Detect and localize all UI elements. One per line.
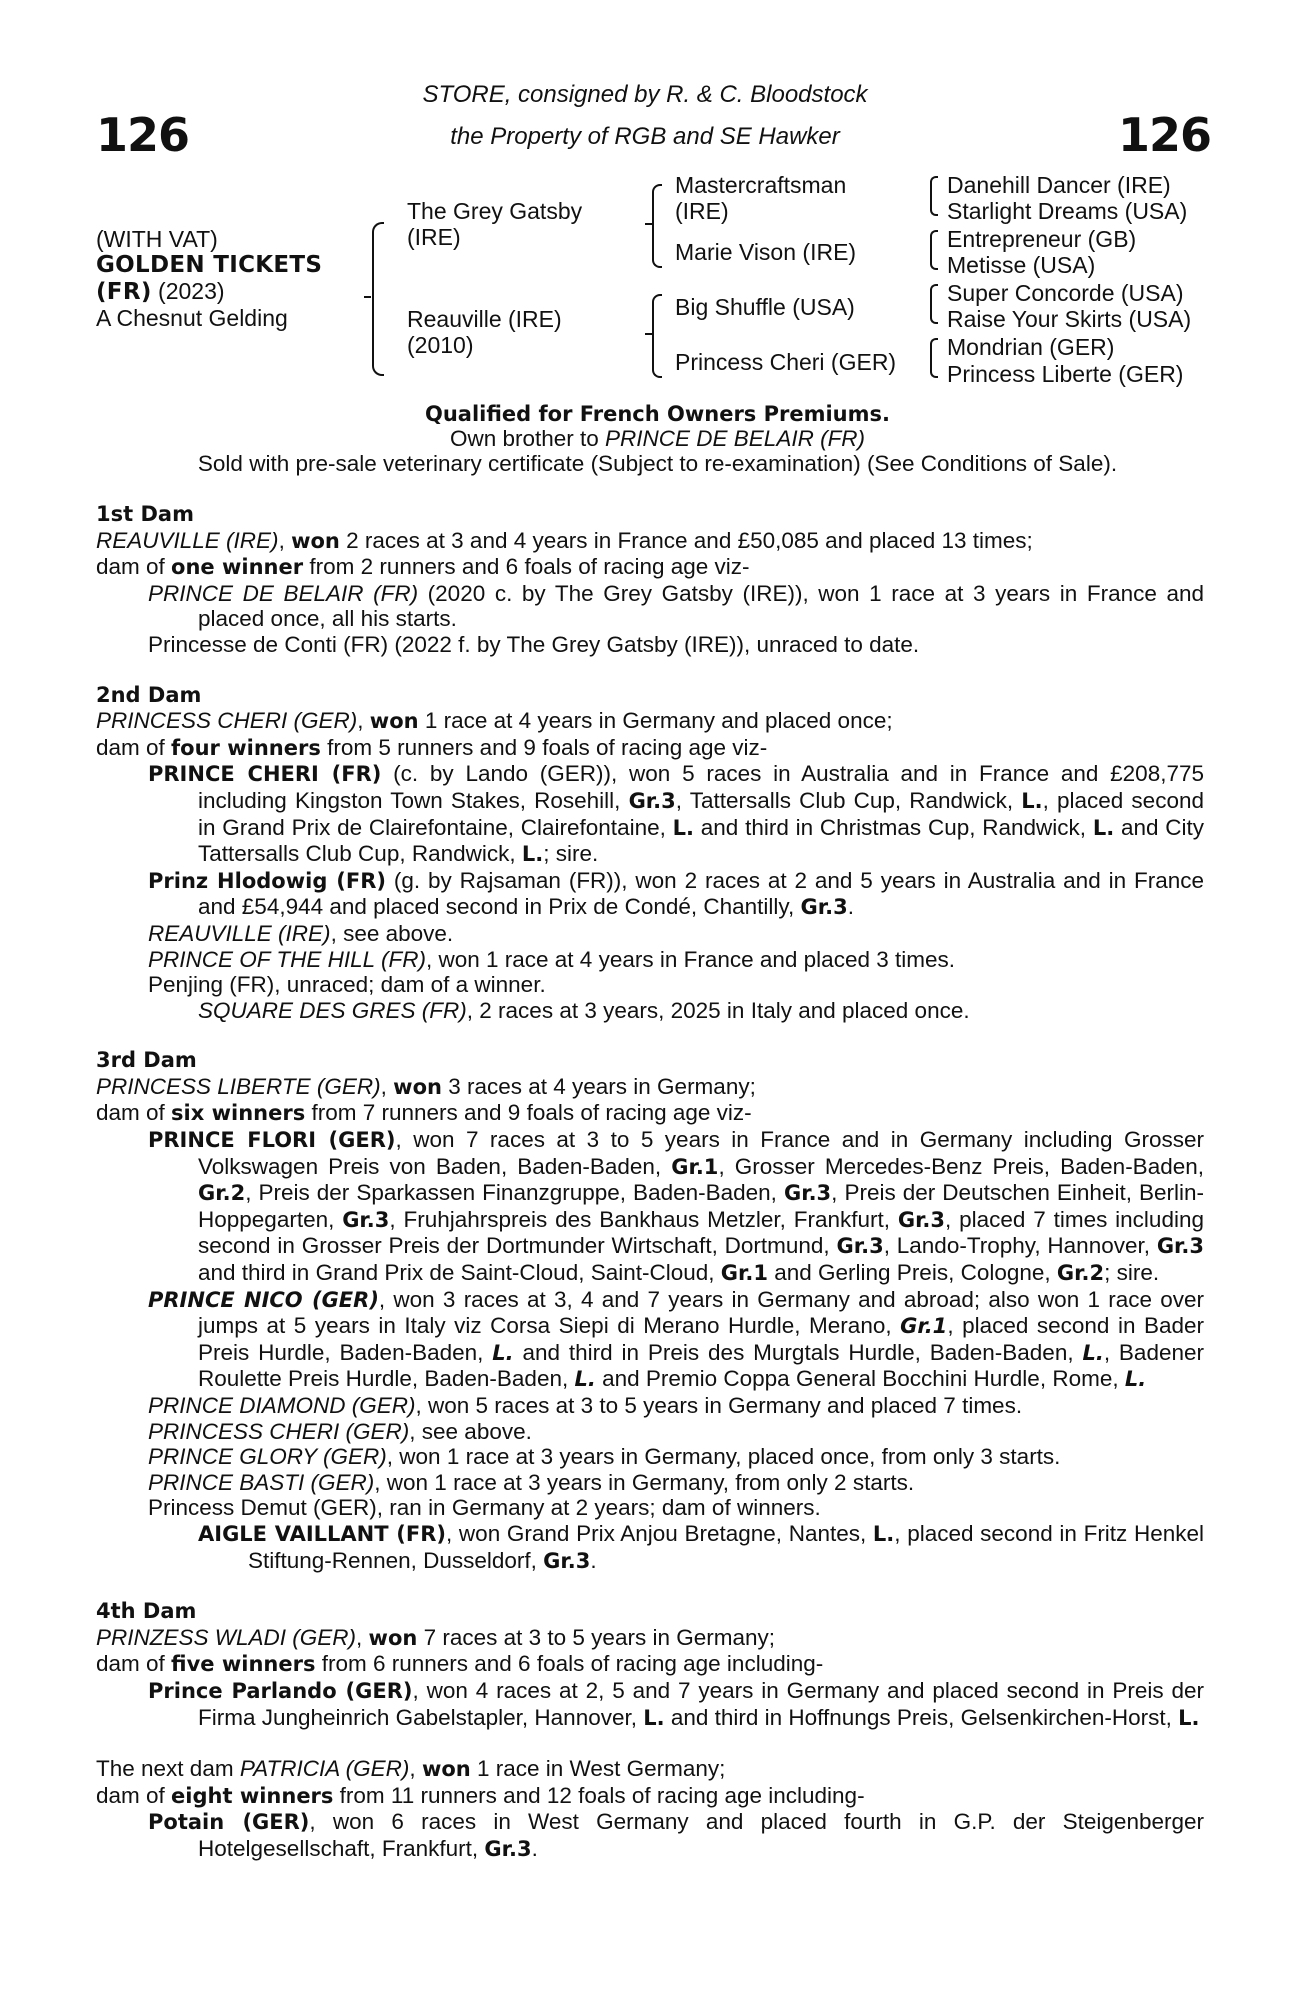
horse-name: GOLDEN TICKETS	[96, 252, 323, 278]
text: , won 7 races at 3 to 5 years in France and in Germany including Grosser Volkswagen Preis von Baden, Baden-Baden,	[198, 1127, 1204, 1179]
consignor-line: STORE, consigned by R. & C. Bloodstock	[422, 81, 868, 108]
text: .	[590, 1547, 597, 1573]
grade: L.	[521, 842, 544, 867]
produce-name: Princesse de Conti (FR)	[148, 631, 389, 657]
text: , placed 7 times including second in Grosser Preis der Dortmunder Wirtschaft, Dortmund,	[198, 1206, 1204, 1259]
text: , Grosser Mercedes-Benz Preis, Baden-Baden,	[718, 1153, 1204, 1179]
text: and third in Christmas Cup, Randwick,	[694, 814, 1093, 840]
grade: Gr.3	[836, 1234, 884, 1259]
produce-name: PRINCE NICO (GER)	[148, 1287, 379, 1312]
produce-entry	[96, 1521, 1204, 1574]
produce-entry	[96, 632, 1204, 658]
produce-name: SQUARE DES GRES (FR)	[198, 997, 467, 1023]
next-dam-produce-summary	[96, 1783, 1204, 1810]
text: .	[847, 894, 854, 920]
dam2-record: PRINCESS CHERI (GER), won 1 race at 4 years in Germany and placed once;	[96, 708, 893, 734]
dam4-record-text: 7 races at 3 to 5 years in Germany;	[417, 1624, 775, 1650]
grade: Gr.2	[1056, 1261, 1105, 1286]
pedigree-dam-sire: Big Shuffle (USA)	[675, 294, 855, 320]
grade: Gr.3	[1156, 1234, 1205, 1259]
dam-year: (2010)	[407, 332, 474, 358]
produce-entry: Princess Demut (GER), ran in Germany at 2 years; dam of winners.	[148, 1495, 821, 1521]
produce-name: AIGLE VAILLANT (FR)	[198, 1521, 447, 1546]
pedigree-g3-6: Raise Your Skirts (USA)	[947, 306, 1192, 332]
produce-entry	[96, 1393, 1204, 1419]
winners-count: four winners	[171, 735, 321, 760]
brother-prefix: Own brother to	[449, 426, 606, 451]
grade: Gr.1	[720, 1261, 768, 1286]
text: , won 3 races at 3, 4 and 7 years in Germany and abroad; also won 1 race over jumps at 5 years in Italy viz Corsa Siepi di Merano Hurdle, Merano,	[198, 1286, 1204, 1339]
pedigree-brace-g3-2	[930, 230, 938, 270]
pedigree-brace-g3-3	[930, 284, 938, 324]
dam2-record-text: 1 race at 4 years in Germany and placed once;	[418, 708, 893, 734]
pedigree-dam-dam: Princess Cheri (GER)	[675, 349, 897, 375]
dam3-heading: 3rd Dam	[96, 1048, 197, 1073]
text: , Badener Roulette Preis Hurdle, Baden-Baden,	[198, 1339, 1204, 1392]
text: and third in Hoffnungs Preis, Gelsenkirchen-Horst,	[664, 1704, 1179, 1730]
grade: L.	[1124, 1367, 1147, 1392]
text: and Gerling Preis, Cologne,	[767, 1260, 1057, 1286]
won-label: won	[421, 1757, 471, 1782]
dam1-heading: 1st Dam	[96, 502, 194, 526]
dam-of-suffix: from 2 runners and 6 foals of racing age viz-	[303, 554, 750, 580]
text: , Tattersalls Club Cup, Randwick,	[675, 787, 1022, 813]
brace-tip	[645, 223, 652, 225]
dam2-name: PRINCESS CHERI (GER)	[96, 708, 358, 734]
text: , won 1 race at 3 years in Germany, from only 2 starts.	[374, 1469, 915, 1495]
produce-text: (2020 c. by The Grey Gatsby (IRE)), won 1 race at 3 years in France and placed once, all his starts.	[198, 580, 1204, 632]
produce-entry	[96, 947, 1204, 973]
produce-entry	[96, 921, 1204, 947]
produce-entry	[96, 1419, 1204, 1445]
won-label: won	[393, 1074, 442, 1099]
horse-description: A Chesnut Gelding	[96, 305, 288, 331]
produce-entry: Penjing (FR), unraced; dam of a winner.	[148, 972, 546, 998]
pedigree-g3-8: Princess Liberte (GER)	[947, 361, 1184, 387]
horse-info	[96, 226, 322, 331]
dam1-name: REAUVILLE (IRE)	[96, 527, 279, 553]
grade: L.	[492, 1340, 514, 1365]
dam-of-prefix: dam of	[96, 1782, 172, 1808]
produce-entry	[96, 998, 1204, 1024]
brother-name: PRINCE DE BELAIR (FR)	[605, 426, 866, 451]
dam3-produce-summary	[96, 1100, 1204, 1127]
next-dam-name: PATRICIA (GER)	[239, 1756, 410, 1782]
text: , Lando-Trophy, Hannover,	[883, 1233, 1157, 1259]
dam-of-suffix: from 6 runners and 6 foals of racing age including-	[315, 1651, 824, 1677]
produce-text: (2022 f. by The Grey Gatsby (IRE)), unraced to date.	[388, 631, 920, 657]
pedigree-brace-dam	[652, 294, 662, 378]
grade: Gr.3	[897, 1207, 946, 1232]
next-dam-record	[96, 1756, 1204, 1783]
property-line: the Property of RGB and SE Hawker	[450, 123, 840, 150]
text: , placed second in Bader Preis Hurdle, Baden-Baden,	[198, 1313, 1204, 1365]
produce-entry	[96, 761, 1204, 867]
brace-tip	[364, 296, 371, 298]
sire-sire-country: (IRE)	[675, 198, 729, 224]
won-label: won	[368, 1625, 418, 1650]
dam3-record-text: 3 races at 4 years in Germany;	[441, 1073, 756, 1099]
text: , won 1 race at 4 years in France and placed 3 times.	[425, 946, 955, 972]
horse-year: (2023)	[151, 278, 225, 304]
brother-note	[0, 426, 1315, 452]
dam-of-suffix: from 5 runners and 9 foals of racing age viz-	[320, 734, 768, 760]
grade: Gr.3	[484, 1836, 532, 1861]
next-dam-prefix: The next dam	[96, 1756, 240, 1782]
text: , Fruhjahrspreis des Bankhaus Metzler, Frankfurt,	[389, 1206, 898, 1232]
produce-name: PRINCESS CHERI (GER)	[148, 1418, 410, 1444]
dam3-record: PRINCESS LIBERTE (GER), won 3 races at 4 years in Germany;	[96, 1073, 756, 1099]
premiums-note: Qualified for French Owners Premiums.	[424, 402, 890, 426]
grade: Gr.1	[671, 1154, 719, 1179]
sire-country: (IRE)	[407, 224, 461, 250]
grade: Gr.2	[198, 1181, 246, 1206]
pedigree-sire	[407, 198, 582, 250]
produce-entry	[96, 1127, 1204, 1287]
text: , Preis der Sparkassen Finanzgruppe, Baden-Baden,	[245, 1180, 784, 1206]
dam3-name: PRINCESS LIBERTE (GER)	[96, 1073, 381, 1099]
grade: L.	[1082, 1340, 1104, 1365]
pedigree-sire-dam: Marie Vison (IRE)	[675, 239, 857, 265]
lot-number-right: 126	[1118, 108, 1212, 162]
produce-name: PRINCE BASTI (GER)	[148, 1469, 375, 1495]
produce-name: PRINCE CHERI (FR)	[148, 762, 382, 787]
pedigree-g3-1: Danehill Dancer (IRE)	[947, 172, 1171, 198]
horse-country: (FR)	[96, 279, 152, 305]
produce-entry	[96, 1470, 1204, 1496]
text: and Premio Coppa General Bocchini Hurdle, Rome,	[595, 1366, 1125, 1392]
catalogue-body	[96, 502, 1204, 1863]
produce-entry	[96, 1287, 1204, 1393]
text: (g. by Rajsaman (FR)), won 2 races at 2 and 5 years in Australia and in France and £54,944 and placed second in Prix de Condé, Chantilly,	[198, 867, 1204, 920]
next-dam-record-text: 1 race in West Germany;	[470, 1756, 726, 1782]
sire-sire-name: Mastercraftsman	[675, 172, 847, 198]
pedigree-g3-7: Mondrian (GER)	[947, 334, 1115, 360]
dam-of-suffix: from 11 runners and 12 foals of racing age including-	[333, 1782, 865, 1808]
produce-name: REAUVILLE (IRE)	[148, 920, 331, 946]
pedigree-brace-g3-4	[930, 338, 938, 378]
horse-name-line2	[96, 278, 322, 305]
text: and third in Preis des Murgtals Hurdle, Baden-Baden,	[513, 1339, 1083, 1365]
dam1-record: REAUVILLE (IRE), won 2 races at 3 and 4 years in France and £50,085 and placed 13 times;	[96, 527, 1033, 553]
brace-tip	[645, 333, 652, 335]
pedigree-brace-main	[372, 222, 384, 376]
text: ; sire.	[1104, 1260, 1160, 1286]
dam1-record-text: 2 races at 3 and 4 years in France and £50,085 and placed 13 times;	[339, 527, 1033, 553]
produce-entry	[96, 1444, 1204, 1470]
text: , 2 races at 3 years, 2025 in Italy and placed once.	[466, 997, 970, 1023]
text: ; sire.	[543, 841, 599, 867]
pedigree-g3-2: Starlight Dreams (USA)	[947, 198, 1188, 224]
pedigree-g3-5: Super Concorde (USA)	[947, 280, 1184, 306]
lot-number-left: 126	[96, 108, 190, 162]
text: , won Grand Prix Anjou Bretagne, Nantes,	[446, 1520, 873, 1546]
grade: Gr.3	[342, 1207, 390, 1232]
dam4-record: PRINZESS WLADI (GER), won 7 races at 3 to 5 years in Germany;	[96, 1624, 775, 1650]
dam2-produce-summary	[96, 735, 1204, 762]
produce-name: Prinz Hlodowig (FR)	[148, 868, 386, 893]
text: (c. by Lando (GER)), won 5 races in Australia and in France and £208,775 including Kingston Town Stakes, Rosehill,	[198, 761, 1204, 813]
text: and City Tattersalls Club Cup, Randwick,	[198, 814, 1205, 867]
dam4-produce-summary	[96, 1651, 1204, 1678]
text: .	[531, 1835, 538, 1861]
pedigree-g3-3: Entrepreneur (GB)	[947, 226, 1137, 252]
produce-name: PRINCE FLORI (GER)	[148, 1128, 396, 1153]
produce-name: PRINCE GLORY (GER)	[148, 1444, 387, 1470]
dam-of-suffix: from 7 runners and 9 foals of racing age viz-	[305, 1100, 752, 1126]
grade: Gr.1	[900, 1314, 948, 1339]
pedigree-brace-g3-1	[930, 176, 938, 216]
won-label: won	[369, 709, 419, 734]
pedigree-brace-sire	[652, 184, 662, 268]
dam4-heading: 4th Dam	[96, 1599, 197, 1624]
text: , placed second in Fritz Henkel Stiftung-Rennen, Dusseldorf,	[248, 1520, 1205, 1573]
dam-of-prefix: dam of	[96, 1651, 172, 1677]
text: , see above.	[330, 920, 454, 946]
produce-name: Prince Parlando (GER)	[148, 1678, 413, 1703]
vat-label: (WITH VAT)	[96, 226, 218, 252]
winners-count: eight winners	[171, 1783, 334, 1808]
grade: Gr.3	[628, 788, 676, 813]
produce-name: PRINCE DE BELAIR (FR)	[148, 580, 419, 606]
text: , see above.	[409, 1418, 532, 1444]
produce-name: PRINCE DIAMOND (GER)	[148, 1393, 416, 1418]
pedigree-sire-sire	[675, 172, 846, 224]
text: , placed second in Grand Prix de Clairefontaine, Clairefontaine,	[198, 787, 1204, 840]
produce-entry	[96, 581, 1204, 632]
grade: L.	[872, 1521, 895, 1546]
grade: Gr.3	[783, 1181, 832, 1206]
text: and third in Grand Prix de Saint-Cloud, Saint-Cloud,	[198, 1260, 721, 1286]
winners-count: six winners	[171, 1101, 306, 1126]
separator: ,	[409, 1756, 422, 1782]
grade: Gr.3	[543, 1548, 591, 1573]
text: , won 5 races at 3 to 5 years in Germany and placed 7 times.	[415, 1393, 1023, 1418]
grade: L.	[1092, 815, 1115, 840]
text: , won 6 races in West Germany and placed fourth in G.P. der Steigenberger Hotelgesellschaft, Frankfurt,	[198, 1809, 1204, 1861]
text: , Preis der Deutschen Einheit, Berlin-Hoppegarten,	[198, 1180, 1204, 1232]
produce-entry	[96, 868, 1204, 921]
grade: L.	[643, 1705, 665, 1730]
dam-name: Reauville (IRE)	[407, 306, 562, 332]
dam-of-prefix: dam of	[96, 734, 172, 760]
text: , won 4 races at 2, 5 and 7 years in Germany and placed second in Preis der Firma Jungheinrich Gabelstapler, Hannover,	[198, 1677, 1204, 1730]
grade: Gr.3	[800, 895, 848, 920]
grade: L.	[574, 1367, 596, 1392]
dam-of-prefix: dam of	[96, 1100, 172, 1126]
produce-entry	[96, 1809, 1204, 1862]
dam2-heading: 2nd Dam	[96, 682, 202, 707]
winners-count: one winner	[171, 555, 304, 580]
pedigree-dam	[407, 306, 562, 358]
produce-name: PRINCE OF THE HILL (FR)	[148, 946, 426, 972]
dam-of-prefix: dam of	[96, 554, 172, 580]
produce-name: Potain (GER)	[148, 1810, 310, 1835]
grade: L.	[1021, 788, 1043, 813]
won-label: won	[291, 528, 340, 553]
dam4-name: PRINZESS WLADI (GER)	[96, 1624, 357, 1650]
pedigree-g3-4: Metisse (USA)	[947, 252, 1096, 278]
grade: L.	[1178, 1705, 1200, 1730]
sire-name: The Grey Gatsby	[407, 198, 583, 224]
winners-count: five winners	[171, 1652, 316, 1677]
dam1-produce-summary	[96, 554, 1204, 581]
vet-note: Sold with pre-sale veterinary certificate (Subject to re-examination) (See Conditions of Sale).	[197, 451, 1118, 476]
text: , won 1 race at 3 years in Germany, placed once, from only 3 starts.	[386, 1444, 1061, 1470]
produce-entry	[96, 1678, 1204, 1731]
grade: L.	[672, 815, 694, 840]
